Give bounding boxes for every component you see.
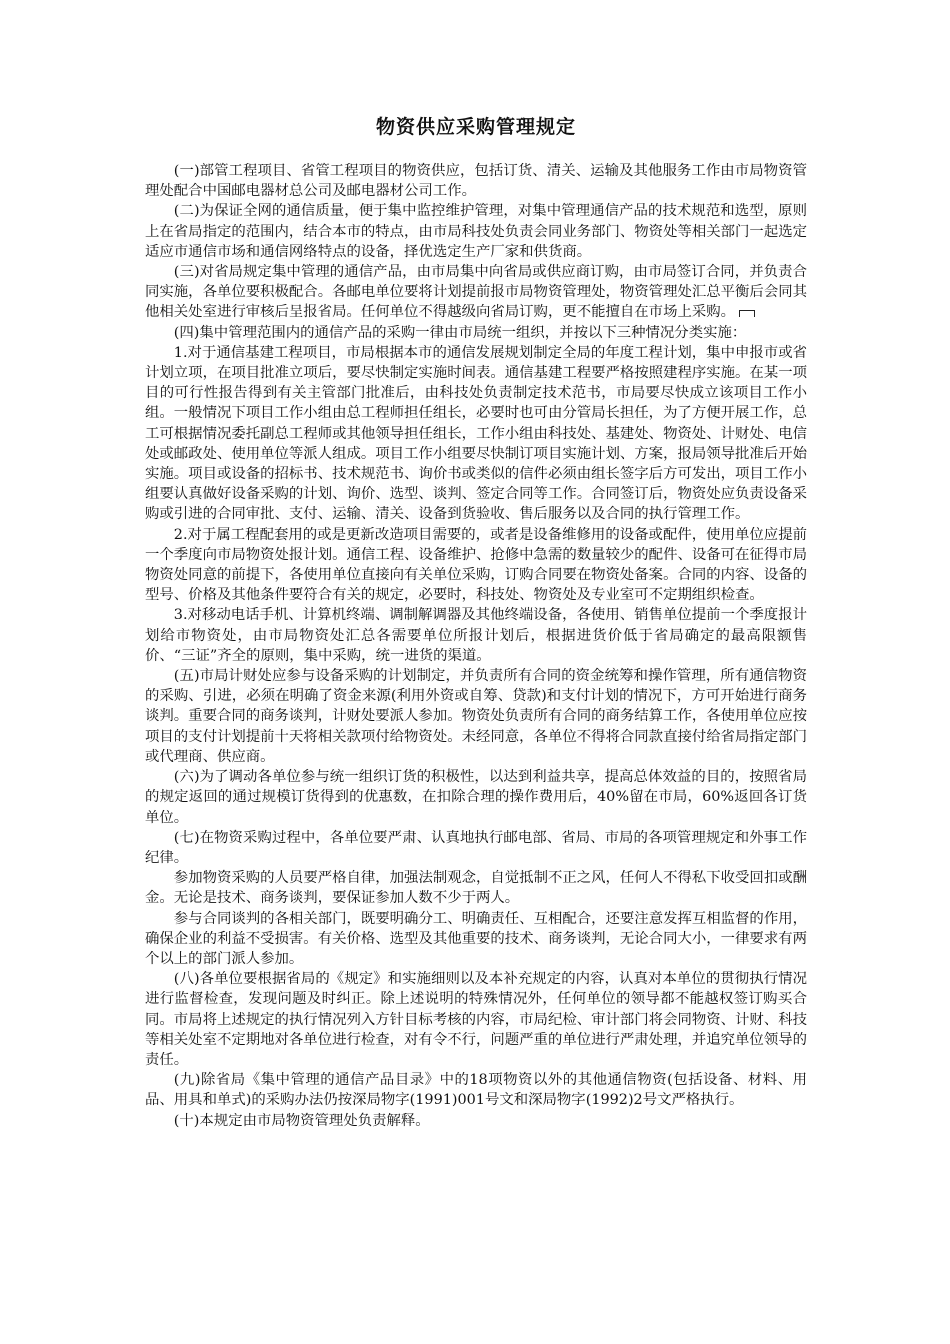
paragraph-3-text: (三)对省局规定集中管理的通信产品，由市局集中向省局或供应商订购，由市局签订合同，并负责合同实施，各单位要积极配合。各邮电单位要将计划提前报市局物资管理处，物资管理处汇总平衡后会同其他相关处室进行审核后呈报省局。任何单位不得越级向省局订购，更不能擅自在市场上采购。 — [145, 264, 807, 321]
paragraph-13: (八)各单位要根据省局的《规定》和实施细则以及本补充规定的内容，认真对本单位的贯彻执行情况进行监督检查，发现问题及时纠正。除上述说明的特殊情况外，任何单位的领导都不能越权签订购买合同。市局将上述规定的执行情况列入方针目标考核的内容，市局纪检、审计部门将会同物资、计财、科技等相关处室不定期地对各单位进行检查，对有令不行，问题严重的单位进行严肃处理，并追究单位领导的责任。 — [145, 971, 807, 1068]
paragraph-2: (二)为保证全网的通信质量，便于集中监控维护管理，对集中管理通信产品的技术规范和选型，原则上在省局指定的范围内，结合本市的特点，由市局科技处负责会同业务部门、物资处等相关部门一起选定适应市通信市场和通信网络特点的设备，择优选定生产厂家和供货商。 — [145, 203, 807, 260]
paragraph-9: (六)为了调动各单位参与统一组织订货的积极性，以达到利益共享，提高总体效益的目的，按照省局的规定返回的通过规模订货得到的优惠数，在扣除合理的操作费用后，40%留在市局，60%返回各订货单位。 — [145, 769, 807, 826]
paragraph-11: 参加物资采购的人员要严格自律，加强法制观念，自觉抵制不正之风，任何人不得私下收受回扣或酬金。无论是技术、商务谈判，要保证参加人数不少于两人。 — [145, 870, 807, 907]
paragraph-3 — [145, 262, 807, 323]
paragraph-7: 3.对移动电话手机、计算机终端、调制解调器及其他终端设备，各使用、销售单位提前一个季度报计划给市物资处，由市局物资处汇总各需要单位所报计划后，根据进货价低于省局确定的最高限额售价、“三证”齐全的原则，集中采购，统一进货的渠道。 — [145, 607, 807, 664]
document-body — [145, 161, 807, 1131]
paragraph-5: 1.对于通信基建工程项目，市局根据本市的通信发展规划制定全局的年度工程计划，集中申报市或省计划立项，在项目批准立项后，要尽快制定实施时间表。通信基建工程要严格按照建程序实施。在某一项目的可行性报告得到有关主管部门批准后，由科技处负责制定技术范书，市局要尽快成立该项目工作小组。一般情况下项目工作小组由总工程师担任组长，必要时也可由分管局长担任，为了方便开展工作，总工可根据情况委托副总工程师或其他领导担任组长，工作小组由科技处、基建处、物资处、计财处、电信处或邮政处、使用单位等派人组成。项目工作小组要尽快制订项目实施计划、方案，报局领导批准后开始实施。项目或设备的招标书、技术规范书、询价书或类似的信件必须由组长签字后方可发出，项目工作小组要认真做好设备采购的计划、询价、选型、谈判、签定合同等工作。合同签订后，物资处应负责设备采购或引进的合同审批、支付、运输、清关、设备到货验收、售后服务以及合同的执行管理工作。 — [145, 344, 807, 523]
paragraph-6: 2.对于属工程配套用的或是更新改造项目需要的，或者是设备维修用的设备或配件，使用单位应提前一个季度向市局物资处报计划。通信工程、设备维护、抢修中急需的数量较少的配件、设备可在征得市局物资处同意的前提下，各使用单位直接向有关单位采购，订购合同要在物资处备案。合同的内容、设备的型号、价格及其他条件要符合有关的规定，必要时，科技处、物资处及专业室可不定期组织检查。 — [145, 526, 807, 604]
paragraph-1: (一)部管工程项目、省管工程项目的物资供应，包括订货、清关、运输及其他服务工作由市局物资管理处配合中国邮电器材总公司及邮电器材公司工作。 — [145, 163, 807, 200]
paragraph-14: (九)除省局《集中管理的通信产品目录》中的18项物资以外的其他通信物资(包括设备、材料、用品、用具和单式)的采购办法仍按深局物字(1991)001号文和深局物字(1992)2号文严格执行。 — [145, 1072, 807, 1109]
paragraph-12: 参与合同谈判的各相关部门，既要明确分工、明确责任、互相配合，还要注意发挥互相监督的作用，确保企业的利益不受损害。有关价格、选型及其他重要的技术、商务谈判，无论合同大小，一律要求有两个以上的部门派人参加。 — [145, 910, 807, 967]
document-title: 物资供应采购管理规定 — [375, 116, 576, 138]
paragraph-15: (十)本规定由市局物资管理处负责解释。 — [173, 1112, 430, 1129]
paragraph-8: (五)市局计财处应参与设备采购的计划制定，并负责所有合同的资金统筹和操作管理，所有通信物资的采购、引进，必须在明确了资金来源(利用外资或自筹、贷款)和支付计划的情况下，方可开始进行商务谈判。重要合同的商务谈判，计财处要派人参加。物资处负责所有合同的商务结算工作，各使用单位应按项目的支付计划提前十天将相关款项付给物资处。未经同意，各单位不得将合同款直接付给省局指定部门或代理商、供应商。 — [145, 668, 807, 765]
bracket-mark-icon — [739, 310, 755, 317]
paragraph-10: (七)在物资采购过程中，各单位要严肃、认真地执行邮电部、省局、市局的各项管理规定和外事工作纪律。 — [145, 829, 807, 866]
paragraph-4: (四)集中管理范围内的通信产品的采购一律由市局统一组织，并按以下三种情况分类实施： — [173, 324, 747, 341]
document-page — [145, 112, 807, 1131]
